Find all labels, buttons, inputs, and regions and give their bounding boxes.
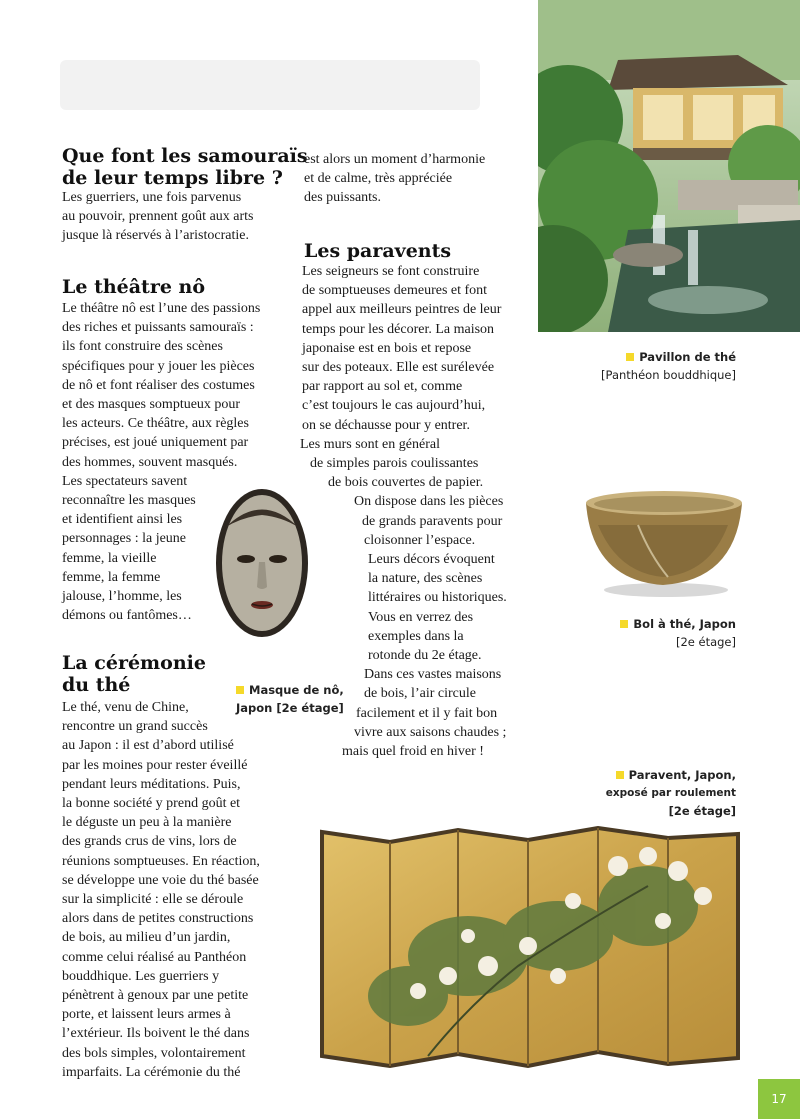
photo-tea-pavilion [538,0,800,332]
text-line: des bols simples, volontairement [62,1045,246,1061]
heading-ceremony [62,652,206,696]
caption-square-icon [626,353,634,361]
heading-screens-wrap [304,240,451,262]
text-line: littéraires ou historiques. [368,590,507,606]
text-line: alors dans de petites constructions [62,911,254,927]
caption-screen-title: Paravent, Japon, [628,768,736,782]
text-line: au Japon : il est d’abord utilisé [62,738,234,754]
text-line: par les moines pour rester éveillé [62,757,248,773]
text-line: reconnaître les masques [62,493,196,509]
text-line: appel aux meilleurs peintres de leur [302,302,502,318]
text-line: jalouse, l’homme, les [62,589,182,605]
text-line: femme, la femme [62,569,161,585]
text-line: vivre aux saisons chaudes ; [354,724,507,740]
text-line: exemples dans la [368,628,464,644]
text-line: Le thé, venu de Chine, [62,700,189,715]
text-line: Les seigneurs se font construire [302,264,480,279]
heading-ceremony-line2: du thé [62,674,131,696]
caption-screen-subtitle: exposé par roulement [605,787,736,799]
text-line: de somptueuses demeures et font [302,283,488,299]
text-line: des riches et puissants samouraïs : [62,320,254,336]
text-line: rotonde du 2e étage. [368,648,482,664]
heading-theatre-wrap [62,276,205,298]
caption-square-icon [620,620,628,628]
text-line: imparfaits. La cérémonie du thé [62,1064,241,1080]
text-line: japonaise est en bois et repose [302,340,472,356]
text-line: ils font construire des scènes [62,339,223,355]
photo-folding-screen [318,826,743,1072]
text-line: Dans ces vastes maisons [364,667,502,683]
caption-pavilion-location: [Panthéon bouddhique] [601,368,736,382]
text-line: se développe une voie du thé basée [62,872,259,888]
caption-bowl-location: [2e étage] [675,635,736,649]
heading-ceremony-line1: La cérémonie [62,652,206,674]
text-line: jusque là réservés à l’aristocratie. [62,228,249,244]
text-line: rencontre un grand succès [62,719,208,735]
heading-samurai [62,145,308,189]
text-line: de simples parois coulissantes [310,456,479,472]
text-line: démons ou fantômes… [62,608,192,624]
photo-noh-mask [212,487,312,642]
text-line: des puissants. [304,190,381,206]
page-number: 17 [758,1079,800,1119]
text-line: des hommes, souvent masqués. [62,454,238,470]
paragraph-ceremony-cont [304,150,485,208]
text-line: spécifiques pour y jouer les pièces [62,358,255,374]
text-line: sur des poteaux. Elle est surélevée [302,360,495,376]
caption-bowl-title: Bol à thé, Japon [633,617,736,631]
caption-mask-location: Japon [2e étage] [236,701,344,715]
noh-mask-illustration [212,487,312,642]
caption-screen-location: [2e étage] [668,804,736,818]
text-line: et des masques somptueux pour [62,397,241,413]
text-line: c’est toujours le cas aujourd’hui, [302,398,486,414]
heading-samurai-line2: de leur temps libre ? [62,167,283,189]
text-line: et de calme, très appréciée [304,171,453,187]
text-line: temps pour les décorer. La maison [302,321,495,337]
text-line: les acteurs. Ce théâtre, aux règles [62,416,249,432]
text-line: réunions somptueuses. En réaction, [62,853,260,869]
text-line: de bois couvertes de papier. [328,475,484,491]
text-line: des grands crus de vins, lors de [62,834,237,850]
text-line: mais quel froid en hiver ! [342,744,484,760]
tea-bowl-illustration [578,485,748,600]
caption-mask [236,681,344,717]
text-line: Leurs décors évoquent [368,552,495,568]
text-line: personnages : la jeune [62,531,187,547]
text-line: bouddhique. Les guerriers y [62,968,220,984]
text-line: On dispose dans les pièces [354,494,504,510]
faint-heading-ghost [60,60,480,110]
text-line: au pouvoir, prennent goût aux arts [62,209,254,225]
text-line: facilement et il y fait bon [356,705,498,721]
text-line: Le théâtre nô est l’une des passions [62,301,261,316]
text-line: Les murs sont en général [300,436,440,452]
folding-screen-illustration [318,826,743,1072]
paragraph-ceremony [62,698,260,1082]
caption-square-icon [236,686,244,694]
text-line: femme, la vieille [62,550,157,566]
text-line: Vous en verrez des [368,609,474,625]
heading-screens: Les paravents [304,240,452,262]
text-line: le déguste un peu à la manière [62,815,232,831]
caption-screen [606,766,736,820]
heading-ceremony-wrap [62,652,206,696]
caption-mask-title: Masque de nô, [249,683,344,697]
heading-samurai-line1: Que font les samouraïs [62,145,308,167]
text-line: et identifient ainsi les [62,512,183,528]
text-line: par rapport au sol et, comme [302,379,463,395]
text-line: cloisonner l’espace. [364,532,476,548]
text-line: de bois, l’air circule [364,686,476,702]
text-line: Les guerriers, une fois parvenus [62,190,242,205]
heading-theatre: Le théâtre nô [62,276,206,298]
column-left [62,145,308,189]
text-line: comme celui réalisé au Panthéon [62,949,247,965]
caption-pavilion [601,348,736,384]
text-line: de bois, au milieu d’un jardin, [62,930,231,946]
caption-square-icon [616,771,624,779]
text-line: de nô et font réaliser des costumes [62,377,255,393]
tea-pavilion-illustration [538,0,800,332]
text-line: de grands paravents pour [362,513,503,529]
text-line: l’extérieur. Ils boivent le thé dans [62,1026,250,1042]
text-line: sur la simplicité : elle se déroule [62,892,244,908]
text-line: on se déchausse pour y entrer. [302,417,470,433]
text-line: la nature, des scènes [368,571,483,587]
text-line: la bonne société y prend goût et [62,796,241,812]
text-line: Les spectateurs savent [62,473,188,489]
text-line: pénètrent à genoux par une petite [62,988,249,1004]
text-line: est alors un moment d’harmonie [304,152,486,167]
caption-pavilion-title: Pavillon de thé [639,350,736,364]
photo-tea-bowl [578,485,748,600]
text-line: pendant leurs méditations. Puis, [62,776,241,792]
text-line: précises, est joué uniquement par [62,435,249,451]
paragraph-samurai [62,188,254,246]
caption-bowl [620,615,736,651]
text-line: porte, et laissent leurs armes à [62,1007,231,1023]
